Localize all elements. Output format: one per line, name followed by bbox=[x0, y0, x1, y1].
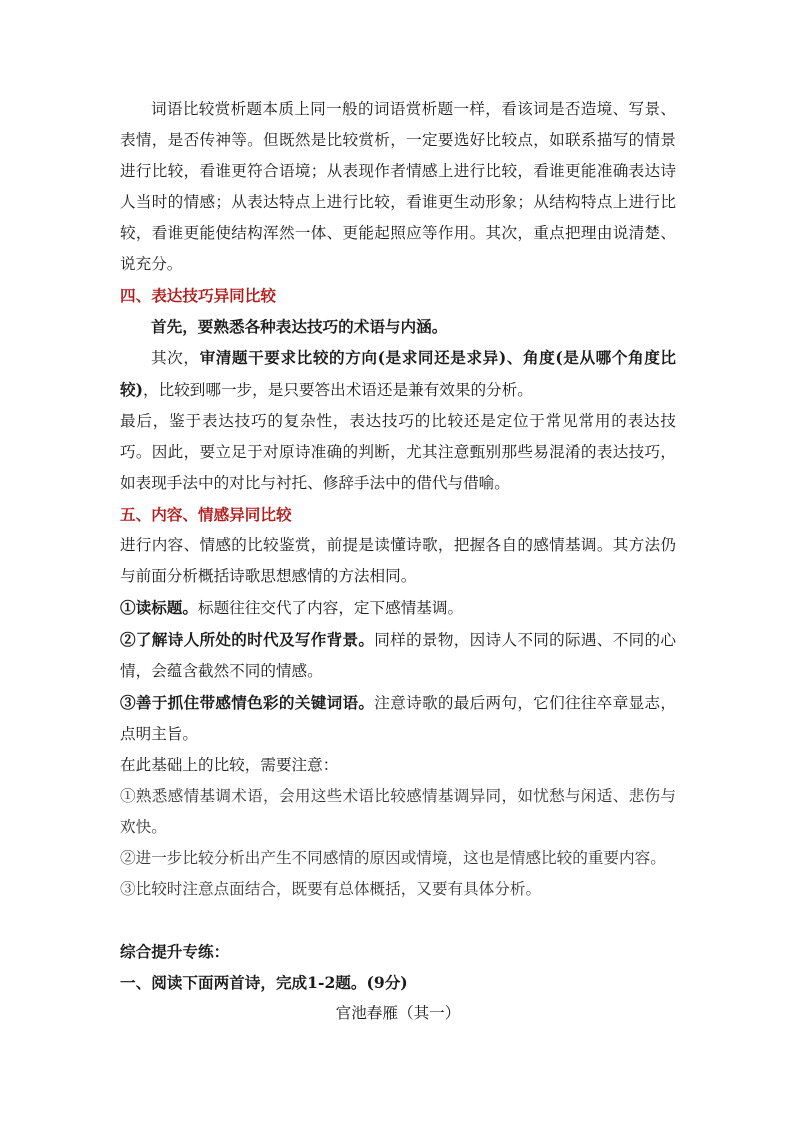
paragraph-notes-intro: 在此基础上的比较，需要注意： bbox=[120, 756, 339, 774]
note-item-1: ①熟悉感情基调术语，会用这些术语比较感情基调异同，如忧愁与闲适、悲伤与欢快。 bbox=[120, 787, 676, 836]
list-item-label: ②了解诗人所处的时代及写作背景。 bbox=[120, 630, 375, 649]
list-item-background bbox=[120, 624, 676, 687]
list-item-text: 注意诗歌的最后两句，它们往往卒章显志，点明主旨。 bbox=[120, 694, 676, 743]
spacer bbox=[120, 905, 676, 936]
paragraph-word-comparison: 词语比较赏析题本质上同一般的词语赏析题一样，看该词是否造境、写景、表情，是否传神等。但既然是比较赏析，一定要选好比较点，如联系描写的情景进行比较，看谁更符合语境；从表现作者情感上进行比较，看谁更能准确表达诗人当时的情感；从表达特点上进行比较，看谁更生动形象；从结构特点上进行比较，看谁更能使结构浑然一体、更能起照应等作用。其次，重点把理由说清楚、说充分。 bbox=[120, 100, 676, 273]
paragraph-second-emphasis: 审清题干要求比较的方向(是求同还是求异)、角度(是从哪个角度比较) bbox=[120, 348, 676, 399]
document-body bbox=[120, 94, 676, 1029]
note-item-3: ③比较时注意点面结合，既要有总体概括，又要有具体分析。 bbox=[120, 880, 542, 898]
list-item-text: 同样的景物，因诗人不同的际遇、不同的心情，会蕴含截然不同的情感。 bbox=[120, 631, 676, 680]
list-item-text: 标题往往交代了内容，定下感情基调。 bbox=[197, 599, 464, 617]
paragraph-second-lead: 其次， bbox=[151, 349, 200, 367]
note-item-2: ②进一步比较分析出产生不同感情的原因或情境，这也是情感比较的重要内容。 bbox=[120, 849, 666, 867]
paragraph-first: 首先，要熟悉各种表达技巧的术语与内涵。 bbox=[151, 317, 448, 336]
paragraph-finally: 最后，鉴于表达技巧的复杂性，表达技巧的比较还是定位于常见常用的表达技巧。因此，要立足于对原诗准确的判断，尤其注意甄别那些易混淆的表达技巧，如表现手法中的对比与衬托、修辞手法中的借代与借喻。 bbox=[120, 412, 676, 492]
section-heading-5: 五、内容、情感异同比较 bbox=[120, 505, 292, 524]
poem-title: 官池春雁（其一） bbox=[335, 1004, 461, 1022]
exercise-heading: 综合提升专练： bbox=[120, 942, 230, 961]
list-item-read-title bbox=[120, 592, 676, 624]
paragraph-second bbox=[120, 342, 676, 406]
exercise-question-1: 一、阅读下面两首诗，完成1-2题。(9分) bbox=[120, 973, 408, 992]
section-heading-4: 四、表达技巧异同比较 bbox=[120, 286, 276, 305]
paragraph-content-emotion: 进行内容、情感的比较鉴赏，前提是读懂诗歌，把握各自的感情基调。其方法仍与前面分析概括诗歌思想感情的方法相同。 bbox=[120, 536, 676, 585]
list-item-keywords bbox=[120, 687, 676, 750]
list-item-label: ③善于抓住带感情色彩的关键词语。 bbox=[120, 693, 375, 712]
paragraph-second-tail: ，比较到哪一步，是只要答出术语还是兼有效果的分析。 bbox=[142, 381, 533, 399]
list-item-label: ①读标题。 bbox=[120, 598, 198, 617]
